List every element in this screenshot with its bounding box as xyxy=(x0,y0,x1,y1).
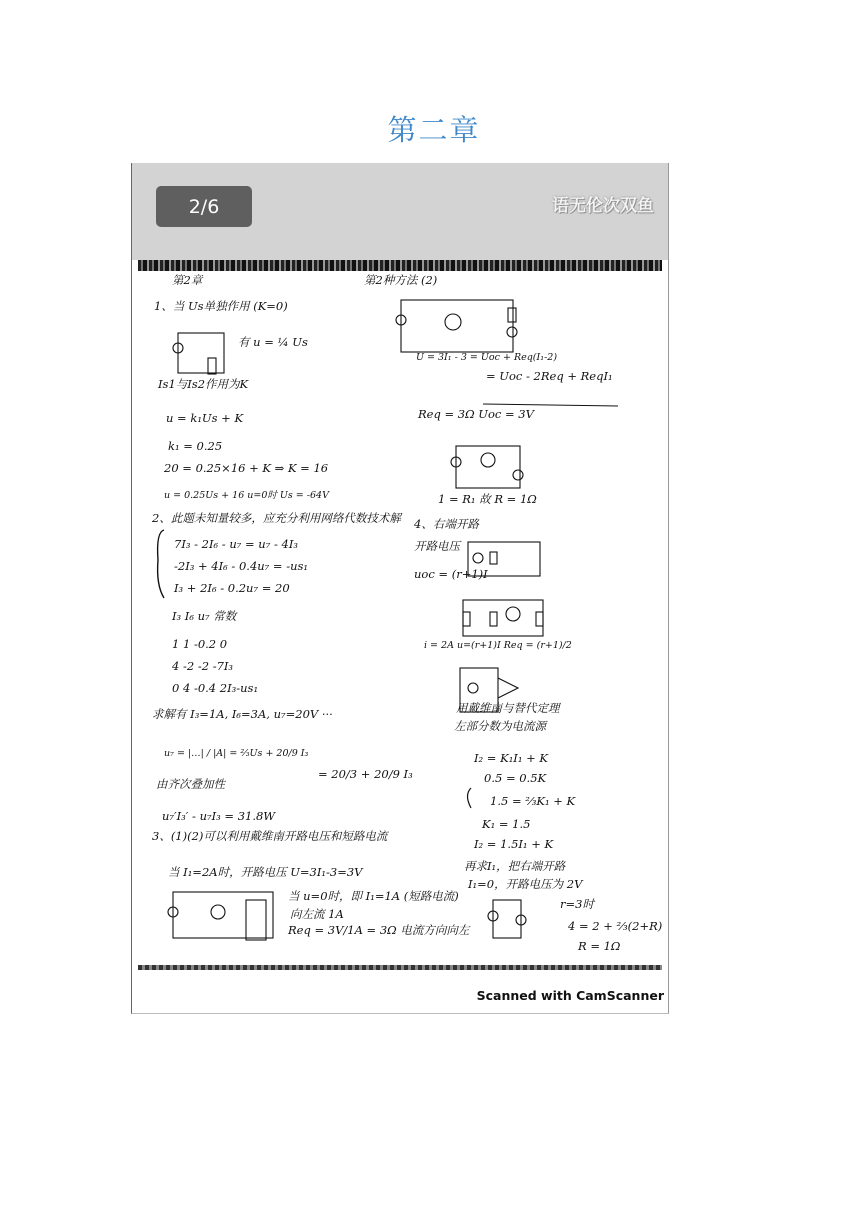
handwritten-line: 有 u = ¼ Us xyxy=(238,335,308,349)
handwritten-line: -2I₃ + 4I₆ - 0.4u₇ = -us₁ xyxy=(174,559,309,573)
circuit-sketch-5 xyxy=(463,600,543,636)
handwritten-line: 4、右端开路 xyxy=(414,517,479,531)
small-brace xyxy=(468,788,472,808)
handwritten-line: Req = 3Ω Uoc = 3V xyxy=(418,407,534,421)
handwritten-line: 当 I₁=2A时，开路电压 U=3I₁-3=3V xyxy=(168,865,363,879)
handwritten-line: 7I₃ - 2I₆ - u₇ = u₇ - 4I₃ xyxy=(174,537,298,551)
handwritten-line: 用戴维南与替代定理 xyxy=(456,701,560,715)
handwritten-line: Is1与Is2作用为K xyxy=(158,377,249,391)
handwritten-line: 1.5 = ⅔K₁ + K xyxy=(490,794,576,808)
handwritten-line: 当 u=0时，即 I₁=1A (短路电流) xyxy=(288,889,459,903)
handwritten-line: 左部分数为电流源 xyxy=(454,719,546,733)
handwritten-line: I₃ I₆ u₇ 常数 xyxy=(172,609,237,623)
handwritten-line: 20 = 0.25×16 + K ⇒ K = 16 xyxy=(164,461,329,475)
handwritten-line: uoc = (r+1)I xyxy=(414,567,488,581)
scan-edge-bottom xyxy=(138,965,662,970)
watermark-text: 语无伦次双鱼 xyxy=(552,196,654,216)
handwritten-line: u₇ = |…| / |A| = ⅔Us + 20/9 I₃ xyxy=(164,748,309,759)
scan-footer-text: Scanned with CamScanner xyxy=(476,988,664,1003)
handwritten-line: 2、此题未知量较多，应充分利用网络代数技术解 xyxy=(152,511,401,525)
handwritten-line: U = 3I₁ - 3 = Uoc + Req(I₁-2) xyxy=(416,352,558,363)
handwritten-line: I₂ = 1.5I₁ + K xyxy=(474,837,554,851)
handwritten-line: i = 2A u=(r+1)I Req = (r+1)/2 xyxy=(424,640,572,651)
handwritten-line: u = 0.25Us + 16 u=0时 Us = -64V xyxy=(164,490,329,501)
handwritten-line: 再求I₁，把右端开路 xyxy=(464,859,566,873)
handwritten-line: K₁ = 1.5 xyxy=(482,817,531,831)
handwritten-line: 0 4 -0.4 2I₃-us₁ xyxy=(172,681,259,695)
right-notes-column xyxy=(364,273,662,953)
viewer-toolbar xyxy=(132,163,668,260)
handwritten-line: r=3时 xyxy=(560,897,594,911)
handwritten-line: 开路电压 xyxy=(414,539,460,553)
handwritten-line: 1 1 -0.2 0 xyxy=(172,637,228,651)
handwritten-line: = Uoc - 2Req + ReqI₁ xyxy=(486,369,613,383)
circuit-sketch-3 xyxy=(451,446,523,488)
handwritten-line: u = k₁Us + K xyxy=(166,411,244,425)
underline xyxy=(483,404,618,406)
handwritten-line: 1 = R₁ 故 R = 1Ω xyxy=(438,492,537,506)
circuit-sketch-8 xyxy=(488,900,526,938)
chapter-title: 第二章 xyxy=(387,113,481,147)
handwritten-line: 1、当 Us单独作用 (K=0) xyxy=(154,299,288,313)
circuit-sketch-2 xyxy=(396,300,517,352)
handwritten-line: k₁ = 0.25 xyxy=(168,439,223,453)
handwritten-line: R = 1Ω xyxy=(578,939,621,953)
scanned-page-viewer xyxy=(131,163,669,1014)
circuit-sketch-1 xyxy=(173,333,224,374)
handwritten-line: 4 = 2 + ⅔(2+R) xyxy=(568,919,662,933)
matrix-brace xyxy=(158,530,164,598)
handwritten-line: 向左流 1A xyxy=(290,907,344,921)
handwritten-line: 4 -2 -2 -7I₃ xyxy=(172,659,234,673)
handwritten-notes-scan xyxy=(138,260,662,970)
handwritten-line: I₃ + 2I₆ - 0.2u₇ = 20 xyxy=(174,581,290,595)
page-indicator[interactable]: 2/6 xyxy=(156,186,252,227)
handwritten-line: 第2章 xyxy=(172,273,203,287)
circuit-sketch-7 xyxy=(168,892,273,940)
handwritten-line: 第2种方法 (2) xyxy=(364,273,438,287)
handwritten-line: 求解有 I₃=1A, I₆=3A, u₇=20V ··· xyxy=(152,707,333,721)
handwritten-line: I₂ = K₁I₁ + K xyxy=(474,751,548,765)
handwritten-line: 由齐次叠加性 xyxy=(156,777,225,791)
handwritten-line: I₁=0，开路电压为 2V xyxy=(468,877,583,891)
handwritten-line: 0.5 = 0.5K xyxy=(484,771,547,785)
notes-drawing xyxy=(138,260,662,970)
handwritten-line: = 20/3 + 20/9 I₃ xyxy=(318,767,413,781)
handwritten-line: Req = 3V/1A = 3Ω 电流方向向左 xyxy=(288,923,470,937)
handwritten-line: 3、(1)(2)可以利用戴维南开路电压和短路电流 xyxy=(152,829,388,843)
handwritten-line: u₇′I₃′ - u₇I₃ = 31.8W xyxy=(162,809,276,823)
